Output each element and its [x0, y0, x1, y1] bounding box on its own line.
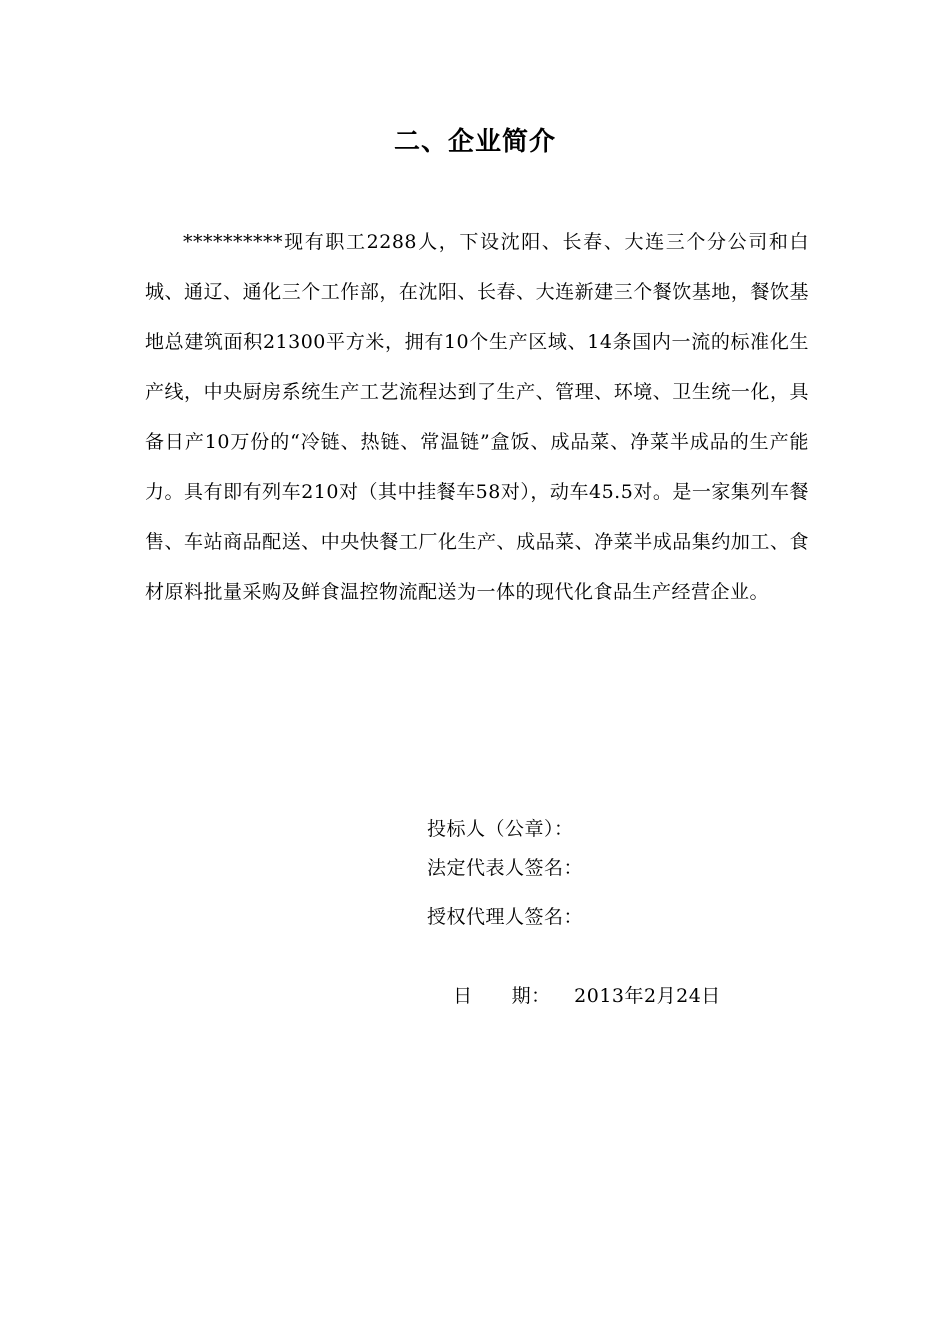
- bidder-seal-label: 投标人（公章）：: [427, 818, 574, 840]
- date-line: [427, 951, 847, 1041]
- date-label: 日 期：: [453, 985, 551, 1007]
- legal-representative-signature-label: 法定代表人签名：: [427, 857, 584, 879]
- authorized-agent-signature-label: 授权代理人签名：: [427, 906, 584, 928]
- page-title: 二、企业简介: [393, 127, 556, 157]
- company-intro-paragraph: **********现有职工2288人，下设沈阳、长春、大连三个分公司和白城、通辽、通化三个工作部，在沈阳、长春、大连新建三个餐饮基地，餐饮基地总建筑面积21300平方米，拥有10个生产区域、14条国内一流的标准化生产线，中央厨房系统生产工艺流程达到了生产、管理、环境、卫生统一化，具备日产10万份的“冷链、热链、常温链”盒饭、成品菜、净菜半成品的生产能力。具有即有列车210对（其中挂餐车58对），动车45.5对。是一家集列车餐售、车站商品配送、中央快餐工厂化生产、成品菜、净菜半成品集约加工、食材原料批量采购及鲜食温控物流配送为一体的现代化食品生产经营企业。: [145, 231, 809, 603]
- date-value: 2013年2月24日: [574, 985, 721, 1007]
